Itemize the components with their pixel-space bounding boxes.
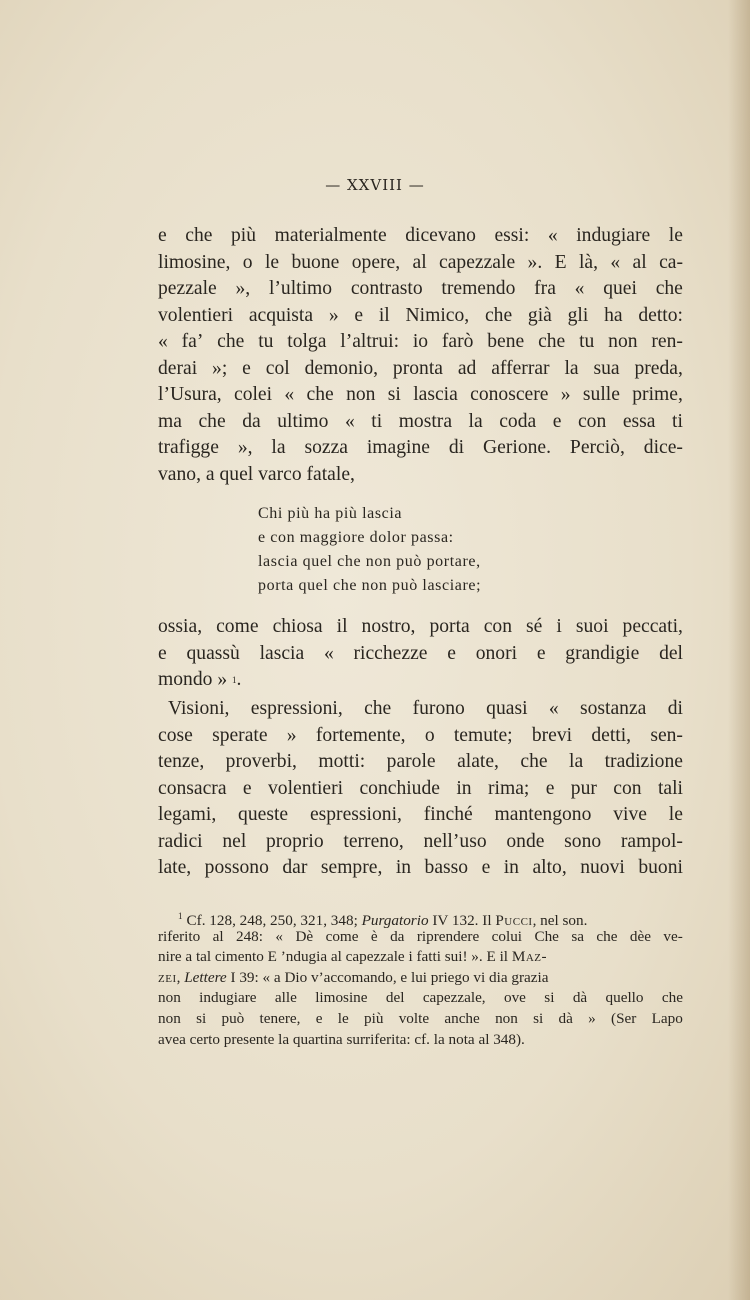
text-line bbox=[158, 276, 683, 303]
word: proverbi, bbox=[225, 751, 297, 772]
word: limosine bbox=[315, 989, 368, 1007]
word: legami, bbox=[158, 804, 217, 825]
word: fra bbox=[534, 278, 556, 299]
word: sostanza bbox=[579, 698, 647, 719]
word: capezzale, bbox=[422, 989, 486, 1007]
text-line bbox=[158, 329, 683, 356]
word: dar bbox=[282, 857, 308, 878]
word: sperate bbox=[212, 724, 268, 746]
word: prime, bbox=[632, 384, 683, 405]
word: e bbox=[552, 410, 562, 432]
word: o bbox=[242, 251, 253, 273]
word: dà bbox=[572, 989, 588, 1007]
word: « bbox=[574, 278, 585, 299]
word: in bbox=[456, 777, 472, 799]
word: terreno, bbox=[343, 830, 404, 852]
word: parole bbox=[386, 751, 436, 772]
word: e bbox=[158, 642, 167, 664]
text-line bbox=[158, 223, 683, 250]
word: » bbox=[286, 724, 297, 746]
word: tradizione bbox=[604, 751, 683, 772]
word: sé bbox=[526, 616, 543, 637]
word: chiosa bbox=[272, 616, 323, 637]
word: fortemente, bbox=[315, 724, 406, 746]
word: derai bbox=[158, 357, 198, 379]
word: radici bbox=[158, 830, 203, 852]
word: ca- bbox=[659, 251, 683, 273]
word: capezzale bbox=[439, 251, 516, 273]
word: nuovi bbox=[580, 857, 625, 878]
word: tremendo bbox=[441, 278, 516, 299]
word: con bbox=[577, 410, 607, 432]
text-line bbox=[158, 749, 683, 776]
word: farò bbox=[441, 331, 474, 352]
word: furono bbox=[412, 698, 465, 719]
word: materialmente bbox=[274, 225, 387, 246]
word: essi: bbox=[494, 225, 530, 246]
word: gli bbox=[567, 304, 589, 326]
word: i bbox=[556, 616, 562, 637]
word: tu bbox=[258, 331, 274, 352]
word: quasi bbox=[486, 698, 528, 719]
word: acquista bbox=[248, 304, 314, 326]
word: 248: bbox=[235, 927, 263, 945]
word: volentieri bbox=[267, 777, 344, 799]
word: « bbox=[344, 410, 355, 432]
verse-line: e con maggiore dolor passa: bbox=[258, 529, 454, 546]
word: peccati, bbox=[622, 616, 683, 637]
word: non bbox=[608, 331, 638, 352]
word: pronta bbox=[392, 357, 443, 379]
word: del bbox=[659, 642, 683, 664]
word: e bbox=[447, 642, 456, 664]
word: trafigge bbox=[158, 437, 219, 458]
word: ricchezze bbox=[353, 642, 428, 664]
word: ultimo bbox=[277, 410, 329, 432]
word: e bbox=[242, 357, 251, 379]
word: indugiare bbox=[199, 989, 257, 1007]
word: « bbox=[548, 698, 559, 719]
word: da bbox=[242, 410, 261, 432]
word: tu bbox=[579, 331, 595, 352]
word: imagine bbox=[366, 437, 430, 458]
word: volte bbox=[398, 1009, 430, 1027]
word: » bbox=[560, 384, 571, 405]
word: « bbox=[284, 384, 295, 405]
word: sono bbox=[564, 830, 602, 852]
word: già bbox=[527, 304, 552, 326]
word: « bbox=[547, 225, 558, 246]
word: bene bbox=[487, 331, 525, 352]
word: e bbox=[242, 777, 252, 799]
footnote-line: nire a tal cimento E ’ndugia al capezzale i fatti sui! ». E il Maz- bbox=[158, 948, 548, 966]
word: »; bbox=[212, 357, 228, 379]
word: mostra bbox=[398, 410, 453, 432]
word: pur bbox=[570, 777, 597, 799]
word: dicevano bbox=[405, 225, 476, 246]
footnote-reference[interactable]: 1 bbox=[232, 675, 237, 685]
word: espressioni, bbox=[309, 804, 402, 825]
word: come bbox=[216, 616, 259, 637]
text-line bbox=[158, 776, 683, 803]
word: ad bbox=[457, 357, 477, 379]
word: conoscere bbox=[470, 384, 549, 405]
word: si bbox=[196, 1009, 207, 1027]
word: alate, bbox=[457, 751, 499, 772]
word: preda, bbox=[634, 357, 683, 379]
word: sa bbox=[571, 927, 584, 945]
word: fa’ bbox=[181, 331, 204, 352]
word: « bbox=[275, 927, 284, 945]
text-line: mondo » 1 . bbox=[158, 667, 683, 694]
word: nel bbox=[222, 830, 247, 852]
word: alto, bbox=[532, 857, 567, 878]
word: la bbox=[569, 751, 584, 772]
word: », bbox=[237, 437, 253, 458]
word: Gerione. bbox=[483, 437, 552, 458]
word: quello bbox=[605, 989, 644, 1007]
word: lascia bbox=[259, 642, 305, 664]
word: « bbox=[158, 331, 168, 352]
word: tolga bbox=[287, 331, 327, 352]
word: afferrar bbox=[491, 357, 550, 379]
word: onori bbox=[475, 642, 518, 664]
word: si bbox=[533, 1009, 544, 1027]
word: le bbox=[668, 225, 683, 246]
word: buone bbox=[291, 251, 340, 273]
word: sozza bbox=[304, 437, 348, 458]
word: con bbox=[613, 777, 642, 799]
text-line: vano, a quel varco fatale, bbox=[158, 463, 355, 485]
word: in bbox=[395, 857, 412, 878]
word: volentieri bbox=[158, 304, 234, 326]
word: che bbox=[520, 751, 548, 772]
text-line bbox=[158, 723, 683, 750]
word: non bbox=[346, 384, 376, 405]
word: » bbox=[328, 304, 339, 326]
word: e bbox=[545, 777, 555, 799]
word: l’altrui: bbox=[340, 331, 400, 352]
word: col bbox=[265, 357, 290, 379]
word: coda bbox=[499, 410, 537, 432]
word: ti bbox=[672, 410, 683, 432]
word: e bbox=[536, 642, 546, 664]
word: le bbox=[337, 1009, 349, 1027]
word: ossia, bbox=[158, 616, 203, 637]
footnote-line: avea certo presente la quartina surriferita: cf. la nota al 348). bbox=[158, 1030, 525, 1048]
paragraph-3 bbox=[158, 696, 683, 882]
word: in bbox=[503, 857, 519, 878]
word: indugiare bbox=[576, 225, 651, 246]
word: riprendere bbox=[416, 927, 480, 945]
word: tenere, bbox=[259, 1009, 301, 1027]
word: dèe bbox=[629, 927, 651, 945]
word: Perciò, bbox=[569, 437, 625, 458]
footnote-line bbox=[158, 1009, 683, 1030]
word: « bbox=[323, 642, 334, 664]
word: colui bbox=[491, 927, 523, 945]
word: che bbox=[596, 927, 618, 945]
word: la bbox=[468, 410, 483, 432]
word: motti: bbox=[318, 751, 366, 772]
word: e bbox=[354, 304, 364, 326]
word: non bbox=[495, 1009, 518, 1027]
word: più bbox=[364, 1009, 384, 1027]
footnote-line bbox=[158, 988, 683, 1009]
word: che bbox=[655, 278, 683, 299]
word: pezzale bbox=[158, 278, 217, 299]
word: le bbox=[264, 251, 280, 273]
word: anche bbox=[444, 1009, 480, 1027]
word: di bbox=[448, 437, 465, 458]
footnote-line: $^1$ Cf. 128, 248, 250, 321, 348; Purgatorio IV 132. Il Pucci, nel son. bbox=[178, 911, 588, 930]
word: nell’uso bbox=[423, 830, 487, 852]
word: Che bbox=[534, 927, 559, 945]
word: buoni bbox=[638, 857, 683, 878]
word: espressioni, bbox=[250, 698, 343, 719]
word: al bbox=[632, 251, 647, 273]
paragraph-1 bbox=[158, 223, 683, 488]
word: queste bbox=[238, 804, 289, 825]
word: finché bbox=[423, 804, 473, 825]
word: e bbox=[481, 857, 491, 878]
word: e bbox=[158, 225, 167, 246]
word: là, bbox=[578, 251, 598, 273]
word: con bbox=[483, 616, 513, 637]
word: grandigie bbox=[565, 642, 640, 664]
word: del bbox=[385, 989, 405, 1007]
text-line bbox=[158, 356, 683, 383]
word: che bbox=[198, 410, 226, 432]
word: cose bbox=[158, 724, 193, 746]
word: dice- bbox=[643, 437, 683, 458]
text-line bbox=[158, 435, 683, 462]
text-line bbox=[158, 696, 683, 723]
word: sua bbox=[593, 357, 620, 379]
word: « bbox=[610, 251, 621, 273]
word: rima; bbox=[487, 777, 530, 799]
text-line bbox=[158, 641, 683, 668]
footnote-marker: 1 bbox=[178, 911, 183, 921]
word: colei bbox=[234, 384, 273, 405]
footnote-line bbox=[158, 927, 683, 948]
text-line bbox=[158, 303, 683, 330]
text-line bbox=[158, 855, 683, 882]
word: vive bbox=[613, 804, 647, 825]
word: ve- bbox=[663, 927, 683, 945]
word: le bbox=[668, 804, 683, 825]
word: si bbox=[544, 989, 555, 1007]
word: al bbox=[412, 251, 427, 273]
word: possono bbox=[204, 857, 269, 878]
word: Dè bbox=[295, 927, 314, 945]
word: che bbox=[306, 384, 334, 405]
word: alle bbox=[274, 989, 297, 1007]
word: sen- bbox=[650, 724, 683, 746]
word: tali bbox=[657, 777, 683, 799]
word: tenze, bbox=[158, 751, 205, 772]
word: Lapo bbox=[651, 1009, 683, 1027]
word: ren- bbox=[651, 331, 683, 352]
word: E bbox=[554, 251, 567, 273]
word: la bbox=[564, 357, 579, 379]
word: temute; bbox=[453, 724, 513, 746]
word: da bbox=[390, 927, 405, 945]
word: o bbox=[424, 724, 435, 746]
word: suoi bbox=[575, 616, 609, 637]
footnote bbox=[158, 906, 683, 1050]
word: Visioni, bbox=[168, 698, 230, 719]
word: onde bbox=[506, 830, 545, 852]
word: » bbox=[588, 1009, 596, 1027]
word: dà bbox=[558, 1009, 573, 1027]
word: che bbox=[217, 331, 245, 352]
word: consacra bbox=[158, 777, 227, 799]
word: basso bbox=[424, 857, 469, 878]
word: porta bbox=[429, 616, 470, 637]
word: che bbox=[538, 331, 566, 352]
word: opere, bbox=[351, 251, 401, 273]
word: Nimico, bbox=[405, 304, 470, 326]
verse-line: lascia quel che non può portare, bbox=[258, 553, 481, 570]
verse-line: porta quel che non può lasciare; bbox=[258, 577, 482, 594]
word: detto: bbox=[638, 304, 683, 326]
word: non bbox=[158, 989, 181, 1007]
word: », bbox=[235, 278, 251, 299]
paragraph-2 bbox=[158, 614, 683, 694]
word: l’Usura, bbox=[158, 384, 222, 405]
word: sempre, bbox=[320, 857, 383, 878]
word: che bbox=[484, 304, 513, 326]
word: quei bbox=[603, 278, 637, 299]
word: più bbox=[231, 225, 257, 246]
word: proprio bbox=[265, 830, 324, 852]
text-line bbox=[158, 614, 683, 641]
word: l’ultimo bbox=[268, 278, 333, 299]
text-line bbox=[158, 409, 683, 436]
word: è bbox=[370, 927, 378, 945]
word: contrasto bbox=[350, 278, 423, 299]
word: che bbox=[185, 225, 213, 246]
word: riferito bbox=[158, 927, 201, 945]
word: e bbox=[315, 1009, 323, 1027]
word: il bbox=[336, 616, 348, 637]
word: detti, bbox=[591, 724, 632, 746]
word: ». bbox=[527, 251, 543, 273]
word: non bbox=[158, 1009, 181, 1027]
page-number: — XXVIII — bbox=[325, 176, 425, 194]
text-line bbox=[158, 382, 683, 409]
word: il bbox=[378, 304, 390, 326]
word: io bbox=[412, 331, 429, 352]
word: lascia bbox=[413, 384, 458, 405]
text-line bbox=[158, 829, 683, 856]
word: che bbox=[364, 698, 392, 719]
word: conchiude bbox=[359, 777, 440, 799]
word: ti bbox=[371, 410, 383, 432]
word: ove bbox=[503, 989, 526, 1007]
verse-line: Chi più ha più lascia bbox=[258, 505, 403, 522]
word: limosine, bbox=[158, 251, 231, 273]
text-line bbox=[158, 250, 683, 277]
word: ha bbox=[604, 304, 623, 326]
word: può bbox=[221, 1009, 245, 1027]
word: brevi bbox=[531, 724, 573, 746]
word: quassù bbox=[186, 642, 240, 664]
word: sulle bbox=[582, 384, 620, 405]
word: late, bbox=[158, 857, 192, 878]
word: rampol- bbox=[620, 830, 683, 852]
word: si bbox=[387, 384, 401, 405]
word: come bbox=[325, 927, 359, 945]
footnote-line: zei, Lettere I 39: « a Dio v’accomando, e lui priego vi dia grazia bbox=[158, 968, 549, 986]
word: la bbox=[271, 437, 286, 458]
word: essa bbox=[622, 410, 656, 432]
word: al bbox=[212, 927, 224, 945]
page-edge-shadow bbox=[728, 0, 750, 1300]
verse-quatrain bbox=[258, 502, 588, 598]
word: di bbox=[667, 698, 683, 719]
text-line bbox=[158, 802, 683, 829]
word: mantengono bbox=[494, 804, 592, 825]
word: ma bbox=[158, 410, 182, 432]
word: demonio, bbox=[304, 357, 379, 379]
word: che bbox=[661, 989, 683, 1007]
word: (Ser bbox=[611, 1009, 637, 1027]
word: nostro, bbox=[361, 616, 416, 637]
